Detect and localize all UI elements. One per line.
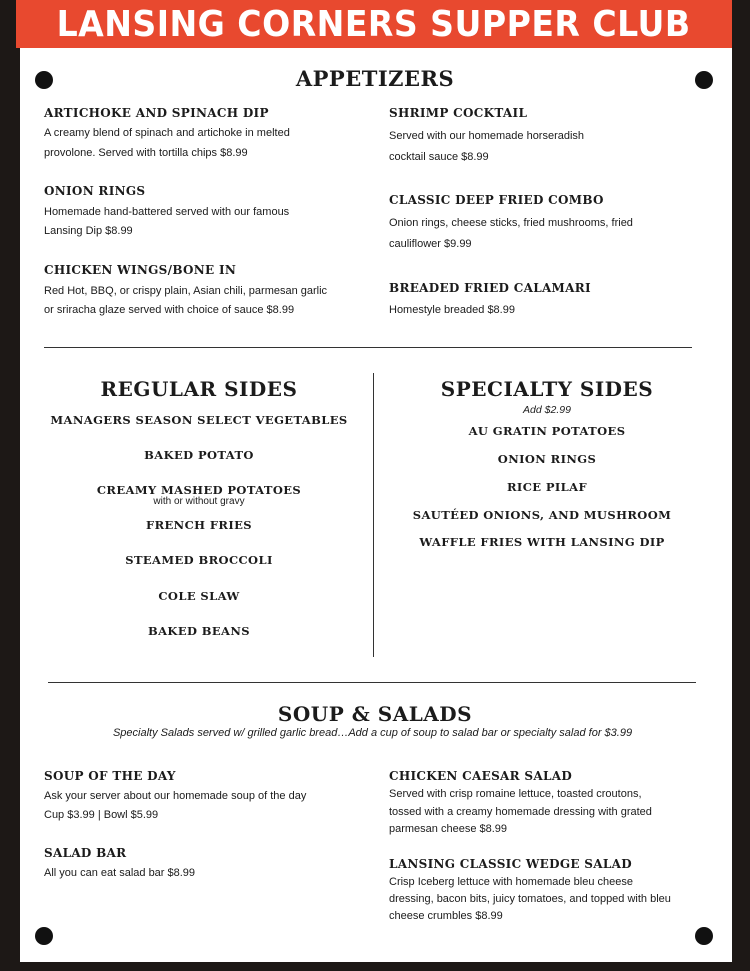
soup-salad-name: CHICKEN CAESAR SALAD [389, 769, 573, 783]
appetizer-name: ARTICHOKE AND SPINACH DIP [44, 106, 269, 120]
punch-hole-icon [695, 927, 713, 945]
appetizer-desc: Homemade hand-battered served with our famous [44, 206, 290, 218]
appetizer-desc: or sriracha glaze served with choice of sauce $8.99 [44, 304, 295, 316]
soup-salad-desc: parmesan cheese $8.99 [389, 823, 508, 835]
soup-salad-desc: All you can eat salad bar $8.99 [44, 867, 196, 879]
specialty-sides-heading: SPECIALTY SIDES [440, 377, 654, 401]
title-banner [16, 0, 732, 48]
side-item: COLE SLAW [158, 589, 240, 603]
side-item: MANAGERS SEASON SELECT VEGETABLES [50, 413, 348, 427]
soup-salads-heading: SOUP & SALADS [277, 702, 473, 726]
restaurant-name: LANSING CORNERS SUPPER CLUB [56, 3, 691, 45]
section-divider [48, 682, 696, 683]
punch-hole-icon [35, 927, 53, 945]
regular-sides-heading: REGULAR SIDES [100, 377, 298, 401]
side-item: AU GRATIN POTATOES [468, 424, 626, 438]
appetizer-desc: Onion rings, cheese sticks, fried mushrooms, fried [389, 217, 633, 229]
side-item: ONION RINGS [497, 452, 597, 466]
appetizer-name: CHICKEN WINGS/BONE IN [44, 263, 237, 277]
appetizer-desc: cauliflower $9.99 [389, 238, 472, 250]
appetizer-name: SHRIMP COCKTAIL [389, 106, 528, 120]
side-item: FRENCH FRIES [146, 518, 252, 532]
side-item: BAKED POTATO [144, 448, 254, 462]
punch-hole-icon [35, 71, 53, 89]
soup-salad-desc: tossed with a creamy homemade dressing with grated [389, 806, 652, 818]
appetizers-heading: APPETIZERS [295, 66, 455, 91]
section-divider [44, 347, 692, 348]
soup-salad-desc: Ask your server about our homemade soup of the day [44, 790, 307, 802]
soup-salad-name: SOUP OF THE DAY [44, 769, 176, 783]
side-item: BAKED BEANS [147, 624, 250, 638]
soup-salad-desc: Cup $3.99 | Bowl $5.99 [44, 809, 159, 821]
side-item: STEAMED BROCCOLI [125, 553, 273, 567]
side-item: WAFFLE FRIES WITH LANSING DIP [419, 535, 665, 549]
soup-salad-desc: dressing, bacon bits, juicy tomatoes, and topped with bleu [389, 893, 671, 905]
side-item: RICE PILAF [506, 480, 588, 494]
appetizer-desc: Red Hot, BBQ, or crispy plain, Asian chili, parmesan garlic [44, 285, 328, 297]
side-item-note: with or without gravy [153, 496, 245, 507]
side-item: SAUTÉED ONIONS, AND MUSHROOM [412, 508, 672, 522]
soup-salad-name: LANSING CLASSIC WEDGE SALAD [389, 857, 632, 871]
appetizer-desc: Homestyle breaded $8.99 [389, 304, 515, 316]
appetizer-desc: cocktail sauce $8.99 [389, 151, 489, 163]
side-item: CREAMY MASHED POTATOES [96, 483, 302, 497]
appetizer-desc: A creamy blend of spinach and artichoke in melted [44, 127, 290, 139]
soup-salads-subtitle: Specialty Salads served w/ grilled garlic bread…Add a cup of soup to salad bar or specialty salad for $3.99 [112, 727, 633, 739]
soup-salad-desc: cheese crumbles $8.99 [389, 910, 503, 922]
soup-salad-name: SALAD BAR [44, 846, 127, 860]
appetizer-name: BREADED FRIED CALAMARI [389, 281, 591, 295]
appetizer-name: CLASSIC DEEP FRIED COMBO [389, 193, 604, 207]
appetizer-desc: provolone. Served with tortilla chips $8.99 [44, 147, 248, 159]
soup-salad-desc: Crisp Iceberg lettuce with homemade bleu cheese [389, 876, 633, 888]
appetizer-desc: Served with our homemade horseradish [389, 130, 585, 142]
appetizer-desc: Lansing Dip $8.99 [44, 225, 133, 237]
soup-salad-desc: Served with crisp romaine lettuce, toasted croutons, [389, 788, 642, 800]
specialty-sides-price-note: Add $2.99 [523, 404, 571, 416]
column-divider [373, 373, 374, 657]
punch-hole-icon [695, 71, 713, 89]
appetizer-name: ONION RINGS [44, 184, 146, 198]
